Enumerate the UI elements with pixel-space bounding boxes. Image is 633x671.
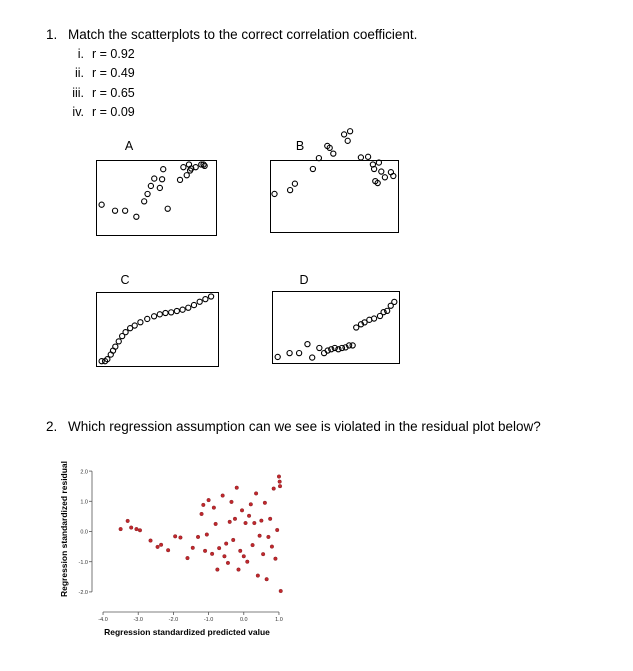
option-i-value: r = 0.92	[92, 47, 135, 61]
residual-point	[135, 527, 139, 531]
x-tick-label: 0.0	[239, 617, 248, 623]
x-tick-label: 1.0	[275, 617, 283, 623]
residual-point	[258, 534, 262, 538]
residual-point	[260, 519, 264, 523]
residual-point	[261, 552, 265, 556]
residual-point	[224, 542, 228, 546]
residual-point	[265, 577, 269, 581]
x-tick-label: -1.0	[203, 617, 214, 623]
question-2-number: 2.	[46, 419, 58, 434]
residual-point	[210, 552, 214, 556]
residual-point	[253, 521, 257, 525]
residual-point	[277, 475, 281, 479]
residual-point	[274, 557, 278, 561]
residual-point	[216, 568, 220, 572]
residual-point	[278, 484, 282, 488]
residual-point	[173, 535, 177, 539]
plot-d-label: D	[299, 273, 309, 287]
residual-point	[196, 535, 200, 539]
residual-point	[251, 543, 255, 547]
residual-point	[237, 568, 241, 572]
residual-point	[202, 503, 206, 507]
residual-point	[279, 589, 283, 593]
residual-point	[278, 480, 282, 484]
residual-point	[203, 549, 207, 553]
option-iv-numeral: iv.	[72, 105, 84, 119]
residual-point	[217, 546, 221, 550]
residual-point	[156, 545, 160, 549]
residual-point	[166, 548, 170, 552]
y-tick-label: -2.0	[78, 590, 88, 597]
residual-point	[179, 536, 183, 540]
option-iii-numeral: iii.	[72, 86, 84, 100]
residual-point	[126, 519, 130, 523]
residual-point	[223, 554, 227, 558]
residual-point	[186, 556, 190, 560]
residual-point	[233, 517, 237, 521]
option-ii-value: r = 0.49	[92, 66, 135, 80]
option-iv-value: r = 0.09	[92, 105, 135, 119]
x-tick-label: -4.0	[98, 617, 108, 623]
residual-point	[238, 549, 242, 553]
plot-b-label: B	[295, 139, 305, 153]
residual-point	[228, 520, 232, 524]
x-tick-label: -2.0	[168, 617, 179, 623]
y-tick-label: -1.0	[78, 559, 88, 566]
residual-point	[221, 494, 225, 498]
residual-point	[149, 539, 153, 543]
question-2-text: Which regression assumption can we see is violated in the residual plot below?	[68, 419, 541, 434]
residual-point	[226, 561, 230, 565]
residual-point	[230, 500, 234, 504]
residual-point	[244, 521, 248, 525]
residual-point	[231, 538, 235, 542]
residual-point	[191, 546, 195, 550]
residual-point	[245, 560, 249, 564]
question-1-number: 1.	[46, 27, 58, 42]
option-iii-value: r = 0.65	[92, 86, 135, 100]
x-tick-label: -3.0	[133, 617, 143, 623]
residual-point	[272, 487, 276, 491]
residual-point	[267, 535, 271, 539]
residual-point	[200, 512, 204, 516]
residual-point	[268, 517, 272, 521]
y-tick-label: 1.0	[80, 499, 88, 506]
residual-point	[247, 514, 251, 518]
residual-point	[254, 492, 258, 496]
question-1-text: Match the scatterplots to the correct correlation coefficient.	[68, 27, 418, 42]
residual-point	[240, 509, 244, 513]
residual-point	[256, 574, 260, 578]
y-tick-label: 2.0	[80, 469, 88, 476]
residual-point	[212, 506, 216, 510]
residual-point	[214, 522, 218, 526]
plot-a-label: A	[124, 139, 134, 153]
residual-point	[242, 554, 246, 558]
residual-point	[270, 545, 274, 549]
residual-point	[263, 501, 267, 505]
residual-point	[159, 543, 163, 547]
y-tick-label: 0.0	[80, 529, 88, 536]
residual-point	[275, 528, 279, 532]
residual-point	[138, 528, 142, 532]
option-ii-numeral: ii.	[74, 66, 84, 80]
y-axis-label: Regression standardized residual	[59, 460, 69, 598]
residual-point	[249, 503, 253, 507]
residual-point	[205, 533, 209, 537]
option-i-numeral: i.	[77, 47, 84, 61]
residual-point	[129, 526, 133, 530]
residual-point	[207, 498, 211, 502]
x-axis-label: Regression standardized predicted value	[104, 627, 270, 637]
residual-point	[235, 486, 239, 490]
plot-c-label: C	[120, 273, 130, 287]
residual-point	[119, 527, 123, 531]
